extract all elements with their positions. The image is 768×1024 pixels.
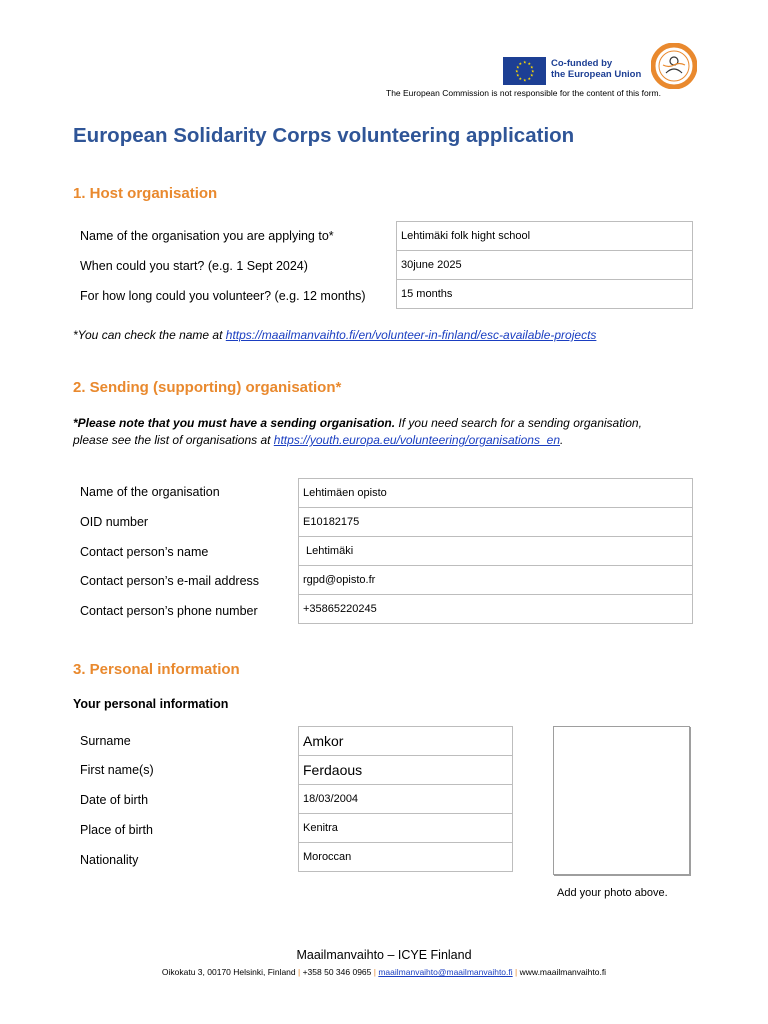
svg-text:★: ★ xyxy=(531,68,535,74)
personal-label-dob: Date of birth xyxy=(80,793,149,807)
sending-oid-field[interactable]: E10182175 xyxy=(299,508,693,537)
maailmanvaihto-logo xyxy=(651,43,697,89)
sending-note-bold: *Please note that you must have a sending organisation. xyxy=(73,416,396,430)
svg-text:★: ★ xyxy=(523,77,527,83)
cofunded-text xyxy=(551,58,641,80)
photo-caption: Add your photo above. xyxy=(557,887,668,899)
svg-text:★: ★ xyxy=(518,76,523,81)
footer-separator: | xyxy=(298,967,301,977)
eu-flag-icon xyxy=(503,57,546,85)
host-label-name: Name of the organisation you are applying to* xyxy=(80,229,334,243)
host-start-date-field[interactable]: 30june 2025 xyxy=(397,251,693,280)
sending-label-contact-email: Contact person’s e-mail address xyxy=(80,574,260,588)
footer-address: Oikokatu 3, 00170 Helsinki, Finland xyxy=(161,967,296,977)
footer-title: Maailmanvaihto – ICYE Finland xyxy=(296,948,472,962)
sending-organisations-link[interactable]: https://youth.europa.eu/volunteering/organisations_en xyxy=(273,433,560,447)
sending-org-name-field[interactable]: Lehtimäen opisto xyxy=(299,479,693,508)
sending-note-suffix: . xyxy=(560,433,564,447)
svg-text:★: ★ xyxy=(527,61,532,66)
cofunded-line-2: the European Union xyxy=(551,69,642,80)
host-note-text: *You can check the name at xyxy=(73,328,226,342)
section-heading-host: 1. Host organisation xyxy=(73,185,218,202)
svg-text:★: ★ xyxy=(530,72,534,78)
personal-label-first-name: First name(s) xyxy=(80,763,154,777)
host-label-start: When could you start? (e.g. 1 Sept 2024) xyxy=(80,259,308,273)
sending-contact-phone-field[interactable]: +35865220245 xyxy=(299,595,693,624)
personal-label-nationality: Nationality xyxy=(80,853,139,867)
footer-website[interactable]: www.maailmanvaihto.fi xyxy=(519,967,607,977)
sending-note-rest: If you need search for a sending organisation, xyxy=(395,416,642,430)
personal-subheading: Your personal information xyxy=(73,697,229,711)
footer-separator: | xyxy=(373,967,376,977)
svg-text:★: ★ xyxy=(527,76,532,81)
surname-field[interactable]: Amkor xyxy=(299,727,513,756)
cofunded-line-1: Co-funded by xyxy=(551,58,613,69)
sending-fields-table xyxy=(298,478,693,624)
footer-separator: | xyxy=(515,967,518,977)
svg-text:★: ★ xyxy=(523,59,527,65)
host-note xyxy=(73,328,596,342)
svg-text:★: ★ xyxy=(515,68,519,74)
footer-email-link[interactable]: maailmanvaihto@maailmanvaihto.fi xyxy=(378,967,513,977)
svg-text:★: ★ xyxy=(516,64,520,70)
sending-contact-email-field[interactable]: rgpd@opisto.fr xyxy=(299,566,693,595)
svg-text:★: ★ xyxy=(516,72,520,78)
eu-disclaimer: The European Commission is not responsible for the content of this form. xyxy=(386,88,661,98)
host-duration-field[interactable]: 15 months xyxy=(397,280,693,309)
place-of-birth-field[interactable]: Kenitra xyxy=(299,814,513,843)
first-name-field[interactable]: Ferdaous xyxy=(299,756,513,785)
nationality-field[interactable]: Moroccan xyxy=(299,843,513,872)
personal-label-pob: Place of birth xyxy=(80,823,153,837)
host-projects-link[interactable]: https://maailmanvaihto.fi/en/volunteer-in-finland/esc-available-projects xyxy=(225,328,597,342)
date-of-birth-field[interactable]: 18/03/2004 xyxy=(299,785,513,814)
sending-note-line2: please see the list of organisations at xyxy=(73,433,274,447)
sending-label-contact-name: Contact person’s name xyxy=(80,545,209,559)
footer-phone: +358 50 346 0965 xyxy=(302,967,372,977)
sending-label-contact-phone: Contact person’s phone number xyxy=(80,604,258,618)
personal-label-surname: Surname xyxy=(80,734,131,748)
section-heading-personal: 3. Personal information xyxy=(73,661,240,678)
personal-fields-table xyxy=(298,726,513,872)
sending-label-oid: OID number xyxy=(80,515,149,529)
host-fields-table xyxy=(396,221,693,309)
sending-label-org: Name of the organisation xyxy=(80,485,220,499)
host-org-name-field[interactable]: Lehtimäki folk hight school xyxy=(397,222,693,251)
host-label-duration: For how long could you volunteer? (e.g. 12 months) xyxy=(80,289,366,303)
photo-box[interactable] xyxy=(553,726,690,875)
section-heading-sending: 2. Sending (supporting) organisation* xyxy=(73,379,342,396)
page-title: European Solidarity Corps volunteering application xyxy=(73,124,575,147)
sending-contact-name-field[interactable]: Lehtimäki xyxy=(299,537,693,566)
svg-text:★: ★ xyxy=(518,61,523,66)
svg-text:★: ★ xyxy=(530,64,534,70)
sending-note xyxy=(73,415,693,449)
footer-contact-line xyxy=(0,967,768,977)
